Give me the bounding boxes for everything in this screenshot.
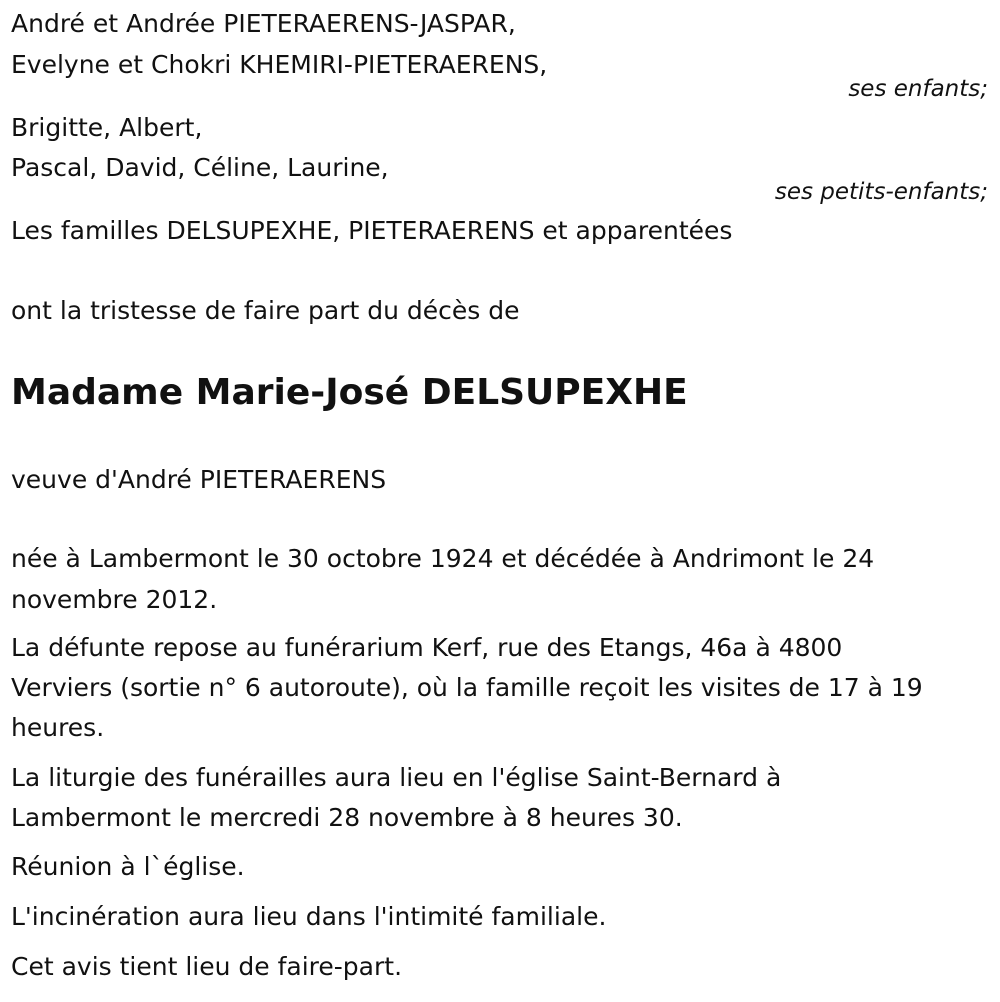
deceased-name: Madame Marie-José DELSUPEXHE (11, 372, 688, 413)
children-label: ses enfants; (848, 76, 988, 102)
cremation-line: L'incinération aura lieu dans l'intimité familiale. (11, 902, 607, 931)
notice-line: Cet avis tient lieu de faire-part. (11, 952, 403, 981)
birth-death-line-2: novembre 2012. (11, 585, 218, 614)
grandchildren-label: ses petits-enfants; (774, 179, 988, 205)
meeting-line: Réunion à l`église. (11, 852, 245, 881)
widow-of-text: veuve d'André PIETERAERENS (11, 465, 387, 494)
birth-death-line-1: née à Lambermont le 30 octobre 1924 et décédée à Andrimont le 24 (11, 544, 875, 573)
funerarium-line-2: Verviers (sortie n° 6 autoroute), où la famille reçoit les visites de 17 à 19 (11, 673, 923, 702)
liturgy-line-2: Lambermont le mercredi 28 novembre à 8 heures 30. (11, 803, 683, 832)
families-line: Les familles DELSUPEXHE, PIETERAERENS et apparentées (11, 216, 733, 245)
funerarium-line-1: La défunte repose au funérarium Kerf, rue des Etangs, 46a à 4800 (11, 633, 843, 662)
funerarium-line-3: heures. (11, 713, 105, 742)
grandchildren-line-2: Pascal, David, Céline, Laurine, (11, 153, 389, 182)
grandchildren-line-1: Brigitte, Albert, (11, 113, 203, 142)
liturgy-line-1: La liturgie des funérailles aura lieu en l'église Saint-Bernard à (11, 763, 782, 792)
announcement-text: ont la tristesse de faire part du décès de (11, 296, 520, 325)
children-line-2: Evelyne et Chokri KHEMIRI-PIETERAERENS, (11, 50, 548, 79)
children-line-1: André et Andrée PIETERAERENS-JASPAR, (11, 9, 516, 38)
